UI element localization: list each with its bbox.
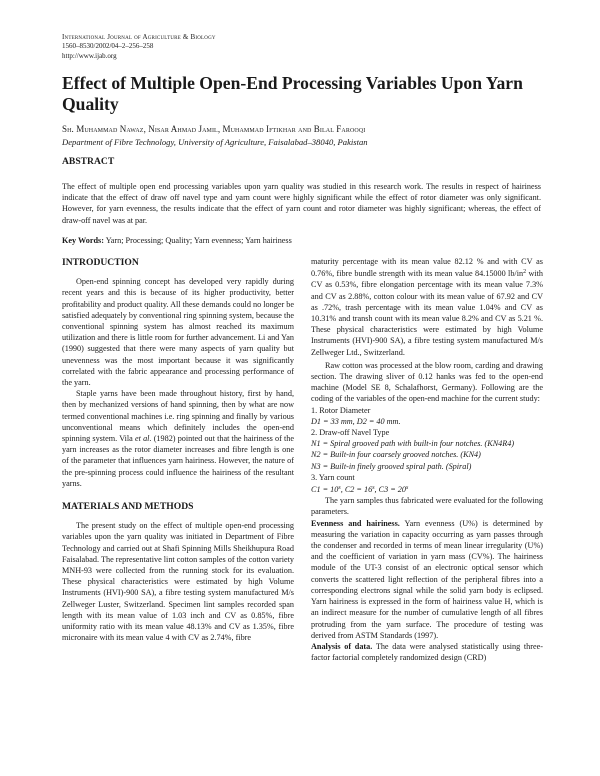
intro-paragraph-1: Open-end spinning concept has developed very rapidly during recent years and this is because of its higher productivity, better profitability and product quality. All these demands could no longer be satisfied adequately by conventional ring spinning system, because the conventional spinning system has almost reached its maximum utilization and there is little room for further advancement. Li and Yan (1990) suggested that there were many aspects of yarn quality but unevenness was the most important because it was significantly correlated with the fabric appearance and processing performance of the yarn. xyxy=(62,277,294,388)
keywords-label: Key Words: xyxy=(62,236,104,245)
intro-paragraph-2: Staple yarns have been made throughout history, first by hand, then by mechanized versions of hand spinning, then by what are now termed conventional machines i.e. ring spinning and finally by various unconventional means which definitely includes the open-end spinning system. Vila et al. (1982) pointed out that the hairiness of the yarn increases as the rotor diameter increases and fibre length is one of the parameter that influences yarn hairiness. However, the nature of the pre-spinning process could influence the hairiness of the resultant yarns. xyxy=(62,389,295,488)
left-column xyxy=(62,257,294,644)
affiliation: Department of Fibre Technology, University of Agriculture, Faisalabad–38040, Pakistan xyxy=(62,137,368,147)
introduction-heading: INTRODUCTION xyxy=(62,257,139,268)
analysis-paragraph: Analysis of data. The data were analysed statistically using three-factor factorial completely randomized design (CRD) xyxy=(311,641,543,663)
methods-paragraph-1: The present study on the effect of multiple open-end processing variables upon the yarn quality was initiated in Department of Fibre Technology and carried out at Shafi Spinning Mills Sheikhupura Road Faisalabad. The representative lint cotton samples of the cotton variety MNH-93 were collected from the running stock for its evaluation. These physical characteristics were estimated by high Volume Instruments (HVI)-900 SA), a fibre testing system manufactured M/s Zellweger Luster, Switzerland. Specimen lint samples recorded span length with its mean value of 1.03 inch and CV as 0.85%, fibre uniformity ratio with its mean value 48.13% and CV as 1.35%, fibre micronaire with its mean value 4 with CV as 2.74%, fibre xyxy=(62,521,294,643)
journal-header xyxy=(62,33,216,61)
variable-rotor-diameter: 1. Rotor Diameter xyxy=(311,405,371,415)
rotor-diameter-codes: D1 = 33 mm, D2 = 40 mm. xyxy=(311,416,401,426)
navel-code-n1: N1 = Spiral grooved path with built-in four notches. (KN4R4) xyxy=(311,439,515,449)
navel-code-n2: N2 = Built-in four coarsely grooved notches. (KN4) xyxy=(311,450,481,460)
evaluation-paragraph: The yarn samples thus fabricated were evaluated for the following parameters. xyxy=(311,496,543,517)
abstract-text: The effect of multiple open end processing variables upon yarn quality was studied in this research work. The results in respect of hairiness indicate that the effect of draw off navel type and yarn count were highly significant while the effect of rotor diameter was only significant. However, for yarn evenness, the results indicate that the effect of yarn count and rotor diameter was highly significant; whereas, the effect of draw-off navel was at par. xyxy=(62,182,541,225)
abstract-heading: ABSTRACT xyxy=(62,156,115,167)
author-list: Sh. Muhammad Nawaz, Nisar Ahmad Jamil, Muhammad Iftikhar and Bilal Farooqi xyxy=(62,124,366,134)
analysis-label: Analysis of data. xyxy=(311,641,373,651)
fibre-properties-paragraph: maturity percentage with its mean value 82.12 % and with CV as 0.76%, fibre bundle strength with its mean value 84.15000 $lb/in^2$ with CV as 0.53%, fibre elongation percentage with its mean value 7.3% and CV as 2.88%, cotton colour with its mean value of 67.92 and CV as .72%, trash percentage with its mean value 1.04% and CV as 10.31% and transh count with its mean value 8.2% and CV as 5.21 %. These physical characteristics were estimated by high Volume Instruments (HVI)-900 SA), a fibre testing system manufactured M/s Zellweger Ltd., Switzerland. xyxy=(311,257,543,357)
keywords xyxy=(62,236,292,245)
variable-yarn-count: 3. Yarn count xyxy=(311,472,355,482)
keywords-text: Yarn; Processing; Quality; Yarn evenness; Yarn hairiness xyxy=(105,236,292,245)
issn-line: 1560–8530/2002/04–2–256–258 xyxy=(62,42,154,51)
journal-url[interactable]: http://www.ijab.org xyxy=(62,51,117,60)
paper-title: Effect of Multiple Open-End Processing Variables Upon Yarn Quality xyxy=(62,73,523,114)
yarn-count-codes: $C1 = 10^s$, $C2 = 16^s$, $C3 = 20^s$ xyxy=(311,485,409,495)
journal-name: International Journal of Agriculture & Biology xyxy=(62,33,216,41)
navel-code-n3: N3 = Built-in finely grooved spiral path. (Spiral) xyxy=(311,461,472,471)
right-column xyxy=(311,256,543,663)
evenness-hairiness-label: Evenness and hairiness. xyxy=(311,518,400,528)
materials-methods-heading: MATERIALS AND METHODS xyxy=(62,501,194,513)
variable-navel-type: 2. Draw-off Navel Type xyxy=(311,428,390,438)
processing-paragraph: Raw cotton was processed at the blow room, carding and drawing section. The drawing sliver of 0.12 hanks was fed to the open-end machine (Model SE 8, Schalafhorst, Germany). Following are the coding of the variables of the open-end machine for the current study: xyxy=(311,360,543,404)
evenness-hairiness-paragraph: Evenness and hairiness. Yarn evenness (U%) is determined by measuring the variation in capacity occurring as yarn passes through the condenser and recorded in terms of mean linear irregularity (U%) and the coefficient of variation in yarn mass (CV%). The hairiness module of the UT-3 consist of an electronic optical sensor which converts the scattered light reflection of the peripheral fibres into a corresponding electrons signal while the solid yarn body is eclipsed. Yarn hairiness is expressed in the form of hairiness value H, which is an indirect measure for the number of cumulative length of all fibres protruding from the yarn surface. The procedure of testing was derived from ASTM Standards (1997). xyxy=(311,518,543,640)
